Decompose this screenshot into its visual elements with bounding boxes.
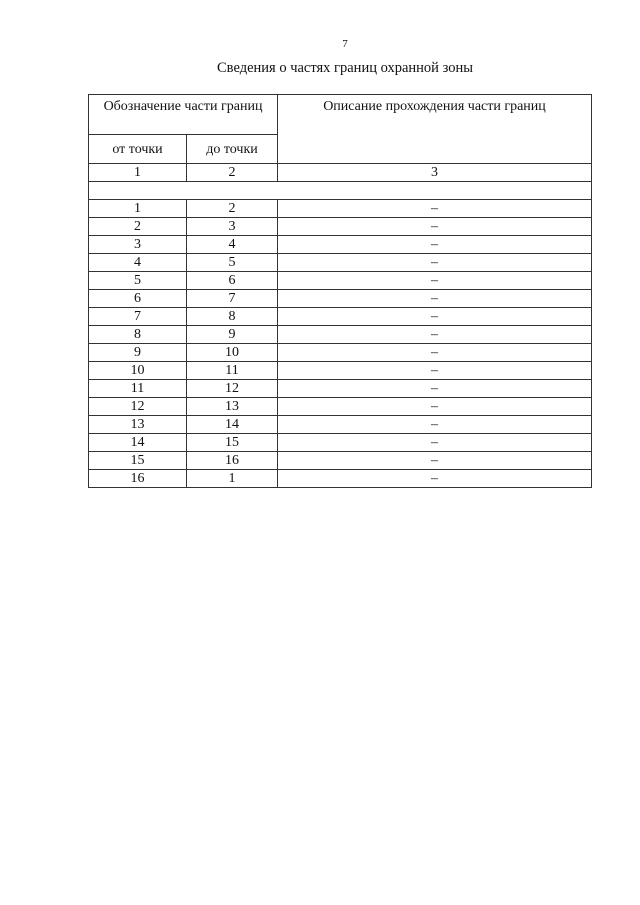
description-cell: – (278, 236, 592, 254)
to-point-cell: 10 (187, 344, 278, 362)
from-point-cell: 6 (89, 290, 187, 308)
from-point-cell: 11 (89, 380, 187, 398)
table-row (89, 326, 592, 344)
page-title: Сведения о частях границ охранной зоны (217, 60, 473, 76)
to-point-header: до точки (187, 135, 278, 164)
description-cell: – (278, 380, 592, 398)
to-point-cell: 9 (187, 326, 278, 344)
to-point-cell: 5 (187, 254, 278, 272)
from-point-cell: 7 (89, 308, 187, 326)
section-label (89, 182, 592, 200)
from-point-cell: 10 (89, 362, 187, 380)
to-point-cell: 15 (187, 434, 278, 452)
from-point-cell: 2 (89, 218, 187, 236)
description-header: Описание прохождения части границ (278, 95, 592, 164)
table-row (89, 398, 592, 416)
table-row (89, 200, 592, 218)
table-row (89, 434, 592, 452)
to-point-cell: 2 (187, 200, 278, 218)
description-cell: – (278, 452, 592, 470)
table-row (89, 362, 592, 380)
description-cell: – (278, 416, 592, 434)
from-point-cell: 9 (89, 344, 187, 362)
description-cell: – (278, 308, 592, 326)
table-row (89, 290, 592, 308)
from-point-header: от точки (89, 135, 187, 164)
column-number: 2 (187, 164, 278, 182)
section-row (89, 182, 592, 200)
from-point-cell: 14 (89, 434, 187, 452)
column-number: 1 (89, 164, 187, 182)
from-point-cell: 8 (89, 326, 187, 344)
to-point-cell: 4 (187, 236, 278, 254)
table-row (89, 380, 592, 398)
table-row (89, 236, 592, 254)
description-cell: – (278, 470, 592, 488)
description-cell: – (278, 218, 592, 236)
page-number: 7 (342, 38, 348, 50)
from-point-cell: 3 (89, 236, 187, 254)
description-cell: – (278, 254, 592, 272)
from-point-cell: 1 (89, 200, 187, 218)
table-row (89, 416, 592, 434)
to-point-cell: 3 (187, 218, 278, 236)
table-row (89, 254, 592, 272)
from-point-cell: 13 (89, 416, 187, 434)
to-point-cell: 12 (187, 380, 278, 398)
description-cell: – (278, 290, 592, 308)
table-header-row (89, 95, 592, 135)
table-row (89, 218, 592, 236)
to-point-cell: 16 (187, 452, 278, 470)
from-point-cell: 16 (89, 470, 187, 488)
column-number: 3 (278, 164, 592, 182)
to-point-cell: 11 (187, 362, 278, 380)
to-point-cell: 1 (187, 470, 278, 488)
from-point-cell: 5 (89, 272, 187, 290)
description-cell: – (278, 200, 592, 218)
from-point-cell: 4 (89, 254, 187, 272)
to-point-cell: 7 (187, 290, 278, 308)
from-point-cell: 12 (89, 398, 187, 416)
table-row (89, 344, 592, 362)
description-cell: – (278, 398, 592, 416)
description-cell: – (278, 272, 592, 290)
from-point-cell: 15 (89, 452, 187, 470)
description-cell: – (278, 434, 592, 452)
to-point-cell: 13 (187, 398, 278, 416)
to-point-cell: 6 (187, 272, 278, 290)
to-point-cell: 14 (187, 416, 278, 434)
boundary-parts-table (88, 94, 592, 488)
table-row (89, 470, 592, 488)
to-point-cell: 8 (187, 308, 278, 326)
description-cell: – (278, 344, 592, 362)
table-row (89, 452, 592, 470)
designation-header: Обозначение части границ (89, 95, 278, 135)
description-cell: – (278, 326, 592, 344)
description-cell: – (278, 362, 592, 380)
table-row (89, 272, 592, 290)
table-row (89, 308, 592, 326)
column-number-row (89, 164, 592, 182)
